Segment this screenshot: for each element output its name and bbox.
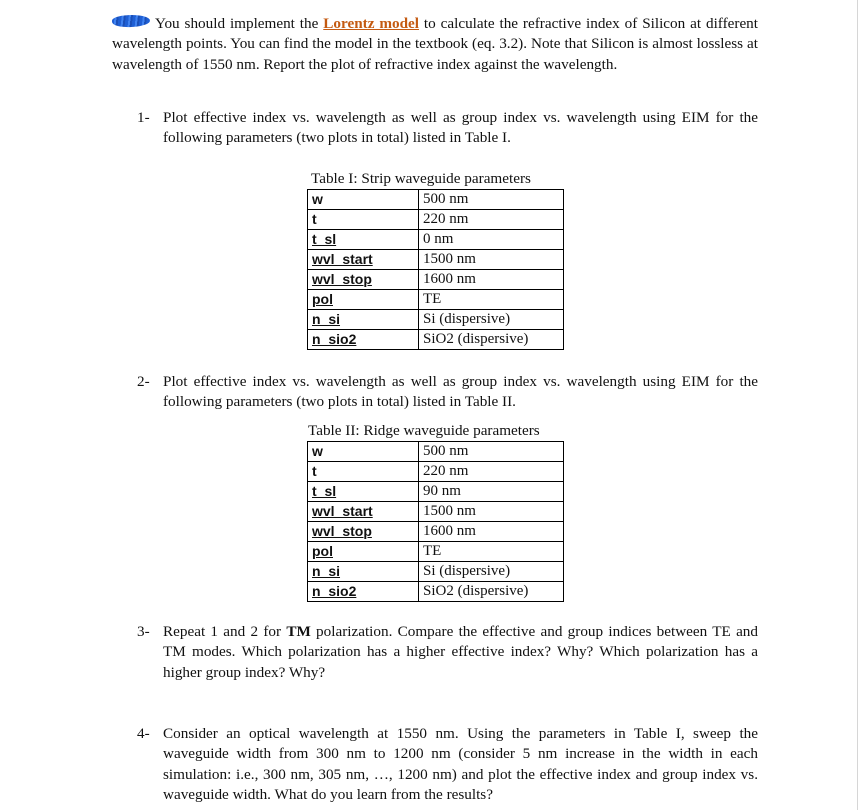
param-value: 500 nm [419,190,564,210]
table-row [308,562,564,582]
table-row [308,522,564,542]
list-item-4 [137,724,758,805]
param-value: TE [419,290,564,310]
table-row [308,270,564,290]
param-value: 220 nm [419,462,564,482]
table1-caption: Table I: Strip waveguide parameters [311,170,531,187]
lorentz-model-link[interactable]: Lorentz model [323,15,419,32]
param-key: n_sio2 [308,582,419,602]
param-value: Si (dispersive) [419,562,564,582]
item3-text-before: Repeat 1 and 2 for [163,623,282,640]
param-key: w [308,190,419,210]
table2 [307,441,564,602]
table2-caption: Table II: Ridge waveguide parameters [308,422,540,439]
param-key: n_sio2 [308,330,419,350]
param-key: n_si [308,310,419,330]
param-value: 90 nm [419,482,564,502]
param-value: SiO2 (dispersive) [419,330,564,350]
list-item-1 [137,108,758,149]
list-item-2 [137,372,758,413]
table1 [307,189,564,350]
item-number: 4- [137,725,150,742]
intro-paragraph [112,14,758,75]
param-value: 220 nm [419,210,564,230]
param-key: wvl_start [308,502,419,522]
param-value: 1500 nm [419,250,564,270]
param-key: wvl_stop [308,522,419,542]
table-row [308,442,564,462]
page-edge [857,0,858,810]
item-number: 2- [137,373,150,390]
table-row [308,330,564,350]
param-key: wvl_stop [308,270,419,290]
table-row [308,462,564,482]
item-text: Plot effective index vs. wavelength as well as group index vs. wavelength using EIM for the following parameters (two plots in total) listed in Table II. [163,373,758,411]
table-row [308,310,564,330]
table-row [308,582,564,602]
item-number: 1- [137,109,150,126]
param-value: SiO2 (dispersive) [419,582,564,602]
param-value: Si (dispersive) [419,310,564,330]
table-row [308,542,564,562]
item-text [163,622,758,683]
param-key: w [308,442,419,462]
param-value: 1600 nm [419,270,564,290]
intro-text-after: to calculate the refractive index of Silicon at different wavelength points. You can find the model in the textbook (eq. 3.2). Note that Silicon is almost lossless at wavelength of 1550 nm. Report the plot of refractive index against the wavelength. [112,15,758,73]
param-key: pol [308,290,419,310]
table-row [308,290,564,310]
item-number: 3- [137,623,150,640]
param-value: 500 nm [419,442,564,462]
table-row [308,250,564,270]
table-row [308,482,564,502]
table-row [308,210,564,230]
intro-text-before: You should implement the [155,15,319,32]
param-value: TE [419,542,564,562]
list-item-3 [137,622,758,683]
param-key: t_sl [308,230,419,250]
param-key: wvl_start [308,250,419,270]
param-value: 0 nm [419,230,564,250]
param-key: t_sl [308,482,419,502]
table-row [308,502,564,522]
item3-bold: TM [286,623,311,640]
param-value: 1600 nm [419,522,564,542]
param-key: pol [308,542,419,562]
table-row [308,190,564,210]
item-text: Plot effective index vs. wavelength as well as group index vs. wavelength using EIM for the following parameters (two plots in total) listed in Table I. [163,109,758,147]
param-key: t [308,462,419,482]
param-value: 1500 nm [419,502,564,522]
item3-text-after: polarization. Compare the effective and group indices between TE and TM modes. Which polarization has a higher effective index? Why? Which polarization has a higher group index? Why? [163,623,758,681]
param-key: n_si [308,562,419,582]
table-row [308,230,564,250]
redaction-mark [112,14,151,28]
param-key: t [308,210,419,230]
item-text: Consider an optical wavelength at 1550 nm. Using the parameters in Table I, sweep the waveguide width from 300 nm to 1200 nm (consider 5 nm increase in the width in each simulation: i.e., 300 nm, 305 nm, …, 1200 nm) and plot the effective index and group index vs. waveguide width. What do you learn from the results? [163,725,758,803]
